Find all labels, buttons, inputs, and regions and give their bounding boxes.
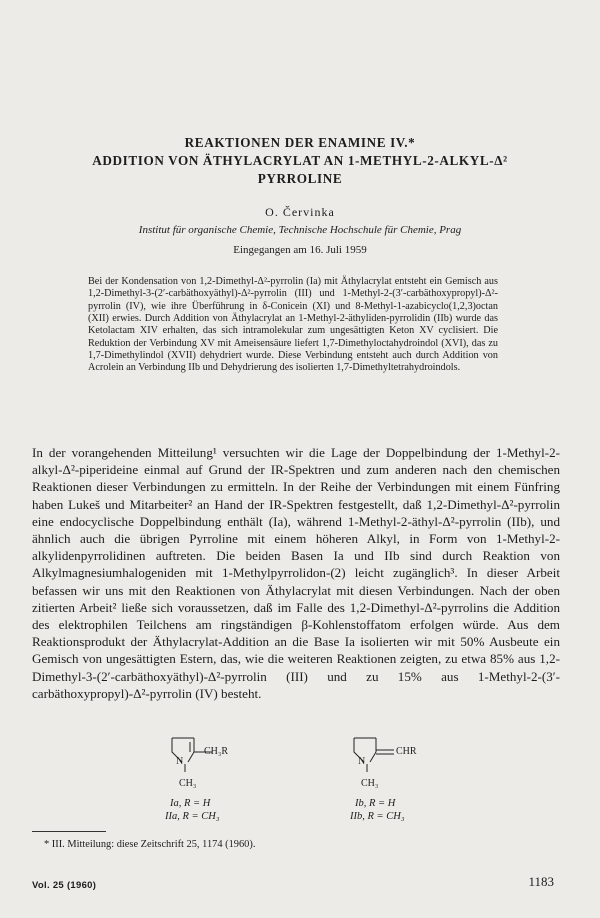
structure-left-n-methyl: CH₃: [179, 778, 197, 789]
structure-right-substituent: CHR: [396, 746, 417, 757]
author: O. Červinka: [265, 205, 335, 219]
page-number: 1183: [528, 874, 554, 889]
structure-left-caption-2: IIa, R = CH₃: [165, 811, 220, 822]
structure-right-caption-2: IIb, R = CH₃: [350, 811, 405, 822]
structure-right-caption-1: Ib, R = H: [355, 798, 396, 809]
title-line-1: REAKTIONEN DER ENAMINE IV.*: [184, 135, 416, 150]
footnote: * III. Mitteilung: diese Zeitschrift 25, 1174 (1960).: [44, 839, 256, 850]
structure-right-n-methyl: CH₃: [361, 778, 379, 789]
title-line-3: PYRROLINE: [257, 171, 343, 186]
body-text: In der vorangehenden Mitteilung¹ versuchten wir die Lage der Doppelbindung der 1-Methyl-2-alkyl-Δ²-piperideine einmal auf Grund der IR-Spektren und zum anderen nach den chemischen Reaktionen dieser Verbindungen zu ermitteln. In der Reihe der Verbindungen mit einem Fünfring haben Lukeš und Mitarbeiter² an Hand der IR-Spektren festgestellt, daß 1,2-Dimethyl-Δ²-pyrrolin eine endocyclische Doppelbindung enthält (Ia), während 1-Methyl-2-äthyl-Δ²-pyrrolin (IIb), und ähnlich auch die übrigen Pyrroline mit einem höheren Alkyl, in Form von 1-Methyl-2-alkylidenpyrrolidinen auftreten. Die beiden Basen Ia und IIb sind durch Reaktion von Alkylmagnesiumhalogeniden mit 1-Methylpyrrolidon-(2) leicht zugänglich³. In dieser Arbeit befassen wir uns mit den Reaktionen von Äthylacrylat mit diesen Verbindungen. Nach der oben zitierten Arbeit² ließe sich voraussetzen, daß im Falle des 1,2-Dimethyl-Δ²-pyrrolins die Addition des elektrophilen Teilchens am ringständigen β-Kohlenstoffatom erfolgen würde. Aus dem Reaktionsprodukt der Äthylacrylat-Addition an die Base Ia isolierten wir mit 50% Ausbeute ein Gemisch von ungesättigten Estern, das, wie die weiteren Reaktionen zeigten, zu etwa 85% aus 1,2-Dimethyl-3-(2′-carbäthoxyäthyl)-Δ²-pyrrolin (III) und zu 15% aus 1-Methyl-2-(3′-carbäthoxypropyl)-Δ²-pyrrolin (IV) besteht.: [32, 445, 560, 701]
structure-right-nitrogen: N: [358, 756, 366, 767]
institute: Institut für organische Chemie, Technische Hochschule für Chemie, Prag: [138, 224, 462, 236]
structure-left-substituent: CH₃R: [204, 746, 229, 757]
abstract: Bei der Kondensation von 1,2-Dimethyl-Δ²-pyrrolin (Ia) mit Äthylacrylat entsteht ein Gemisch aus 1,2-Dimethyl-3-(2′-carbäthoxyäthyl)-Δ²-pyrrolin (III) und 1-Methyl-2-(3′-carbäthoxypropyl)-Δ²-pyrrolin (IV), wie ihre Überführung in δ-Conicein (XI) und 8-Methyl-1-azabicyclo(1,2,3)octan (XII) erwies. Durch Addition von Äthylacrylat an 1-Methyl-2-äthyliden-pyrrolidin (IIb) wurde das Ketolactam XIV erhalten, das sich intramolekular zum ungesättigten Keton XV cyclisiert. Die Reduktion der Verbindung XV mit Ameisensäure liefert 1,7-Dimethyloctahydroindol (XVI), das zu 1,7-Dimethylindol (XVII) dehydriert wurde. Diese Verbindung entsteht auch durch Addition von Acrolein an Verbindung IIb und Dehydrierung des isolierten 1,7-Dimethyltetrahydroindols.: [88, 276, 498, 374]
structure-left-nitrogen: N: [176, 756, 184, 767]
footnote-divider: [32, 831, 106, 832]
structure-left-caption-1: Ia, R = H: [170, 798, 211, 809]
title-line-2: ADDITION VON ÄTHYLACRYLAT AN 1-METHYL-2-ALKYL-Δ²: [92, 153, 508, 168]
received-date: Eingegangen am 16. Juli 1959: [233, 244, 367, 256]
volume-label: Vol. 25 (1960): [32, 880, 97, 891]
